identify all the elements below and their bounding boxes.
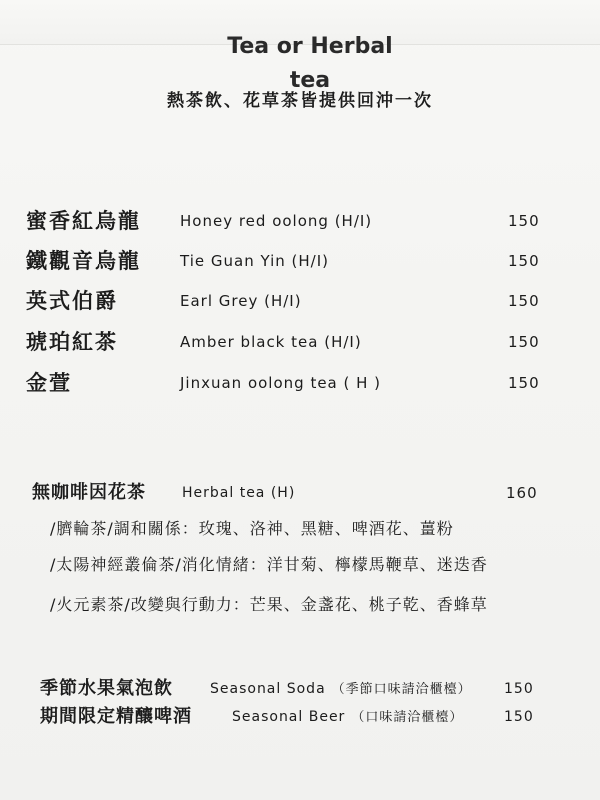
item-name-en: [232, 700, 463, 735]
menu-item: [0, 204, 600, 238]
item-name-en: Herbal tea (H): [182, 485, 296, 501]
item-name-zh: 金萱: [26, 371, 72, 395]
item-name-zh: 期間限定精釀啤酒: [40, 706, 192, 727]
item-name-en: Tie Guan Yin (H/I): [180, 252, 329, 270]
item-price: 150: [504, 681, 534, 697]
item-price: 150: [508, 333, 540, 351]
item-name-en: Jinxuan oolong tea ( H ): [180, 374, 382, 392]
herbal-option: /火元素茶/改變與行動力：芒果、金盞花、桃子乾、香蜂草: [50, 595, 488, 614]
item-price: 150: [508, 292, 540, 310]
item-name-en: Honey red oolong (H/I): [180, 212, 373, 230]
herbal-option: /太陽神經叢倫茶/消化情緒：洋甘菊、檸檬馬鞭草、迷迭香: [50, 555, 488, 574]
item-note: （季節口味請洽櫃檯）: [331, 682, 472, 697]
cut-off-section-title: Tea or Herbal tea: [227, 34, 393, 93]
item-price: 160: [506, 484, 538, 502]
menu-item: [0, 366, 600, 400]
item-price: 150: [508, 212, 540, 230]
herbal-option: /臍輪茶/調和關係：玫瑰、洛神、黑糖、啤酒花、薑粉: [50, 519, 454, 538]
item-price: 150: [508, 252, 540, 270]
item-en-label: Seasonal Beer: [232, 709, 346, 725]
herbal-tea-item: [0, 476, 600, 510]
refill-notice: 熱茶飲、花草茶皆提供回沖一次: [167, 91, 433, 111]
menu-item: [0, 244, 600, 278]
item-name-zh: 無咖啡因花茶: [32, 482, 146, 503]
item-name-zh: 季節水果氣泡飲: [40, 678, 173, 699]
seasonal-beer-item: [0, 700, 600, 734]
item-name-zh: 蜜香紅烏龍: [26, 209, 141, 233]
item-name-zh: 鐵觀音烏龍: [26, 249, 141, 273]
page-top-edge: [0, 0, 600, 93]
item-en-label: Seasonal Soda: [210, 681, 326, 697]
item-name-zh: 琥珀紅茶: [26, 330, 118, 354]
item-name-en: Amber black tea (H/I): [180, 333, 362, 351]
item-price: 150: [504, 709, 534, 725]
item-name-zh: 英式伯爵: [26, 289, 118, 313]
item-name-en: Earl Grey (H/I): [180, 292, 302, 310]
item-note: （口味請洽櫃檯）: [351, 710, 464, 725]
item-price: 150: [508, 374, 540, 392]
menu-item: [0, 284, 600, 318]
menu-item: [0, 325, 600, 359]
